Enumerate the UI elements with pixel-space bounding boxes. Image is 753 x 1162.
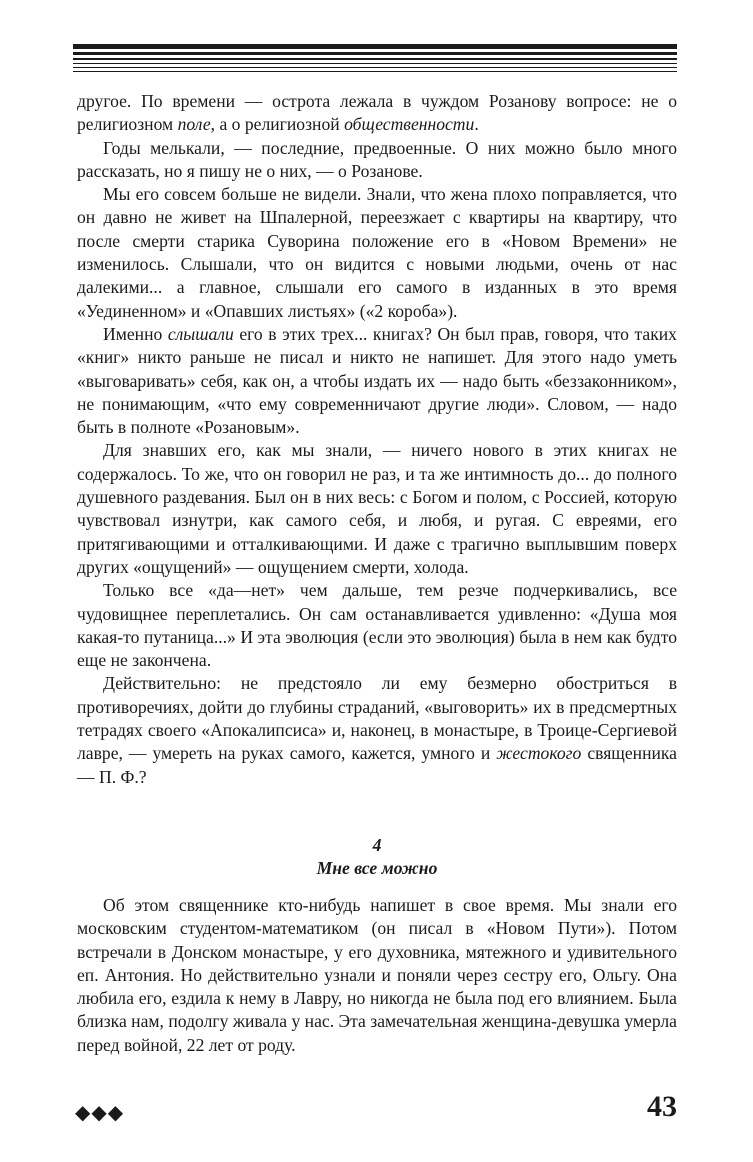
emphasis-text: жестокого	[496, 743, 582, 764]
text-run: Мы его совсем больше не видели. Знали, что жена плохо поправляется, что он давно не живет на Шпалерной, переезжает с квартиры на квартиру, что после смерти старика Суворина положение его в «Новом Времени» не изменилось. Слышали, что он видится с новыми людьми, очень от нас далекими... а главное, слышали его самого в изданных в это время «Уединенном» и «Опавших листьях» («2 короба»).	[77, 184, 677, 321]
paragraph	[77, 672, 677, 788]
text-run: .	[474, 114, 479, 135]
paragraph	[77, 90, 677, 137]
text-run: Действительно: не предстояло ли ему безмерно обостриться в противоречиях, дойти до глубины страданий, «выговорить» их в предсмертных тетрадях своего «Апокалипсиса» и, наконец, в монастыре, в Троице-Сергиевой лавре, — умереть на руках самого, кажется, умного и	[77, 673, 677, 764]
text-run: другое. По времени — острота лежала в чуждом Розанову вопросе: не о религиозном	[77, 91, 677, 135]
emphasis-text: общественности	[344, 114, 475, 135]
paragraph	[77, 579, 677, 672]
text-run: священника — П. Ф.?	[77, 743, 677, 787]
section-number: 4	[372, 835, 382, 855]
header-rule	[73, 44, 677, 74]
section-title: Мне все можно	[316, 858, 438, 878]
paragraph	[77, 137, 677, 184]
text-run: Об этом священнике кто-нибудь напишет в свое время. Мы знали его московским студентом-математиком (он писал в «Новом Пути»). Потом встречали в Донском монастыре, у его духовника, мятежного и удивительного еп. Антония. Но действительно узнали и поняли через сестру его, Ольгу. Она любила его, ездила к нему в Лавру, но никогда не была под его влиянием. Была близка нам, подолгу живала у нас. Эта замечательная женщина-девушка умерла перед войной, 22 лет от роду.	[77, 895, 677, 1055]
text-run: его в этих трех... книгах? Он был прав, говоря, что таких «книг» никто раньше не писал и никто не напишет. Для этого надо уметь «выговаривать» себя, как он, а чтобы издать их — надо быть «беззаконником», не понимающим, «что ему современничают другие люди». Словом, — надо быть в полноте «Розановым».	[77, 323, 677, 438]
section-text	[77, 894, 677, 1057]
main-text	[77, 90, 677, 789]
section-heading	[77, 834, 677, 880]
paragraph	[77, 894, 677, 1057]
text-run: Только все «да—нет» чем дальше, тем резче подчеркивались, все чудовищнее переплетались. Он сам останавливается удивленно: «Душа моя какая-то путаница...» И эта эволюция (если это эволюция) была в нем как будто еще не закончена.	[77, 580, 677, 671]
emphasis-text: слышали	[167, 323, 234, 344]
page-number: 43	[647, 1090, 677, 1123]
text-run: Для знавших его, как мы знали, — ничего нового в этих книгах не содержалось. То же, что он говорил не раз, и та же интимность до... до полного душевного раздевания. Был он в них весь: с Богом и полом, с Россией, которую чувствовал изнутри, как самого себя, и любя, и ругая. С евреями, его притягивающими и отталкивающими. И даже с трагично выплывшим поверх других «ощущений» — ощущением смерти, холода.	[77, 440, 677, 577]
paragraph	[77, 323, 677, 439]
text-run: Именно	[103, 323, 168, 344]
paragraph	[77, 183, 677, 323]
ornament-icon: ◆◆◆	[75, 1100, 125, 1124]
emphasis-text: поле	[177, 114, 211, 135]
text-run: , а о религиозной	[210, 114, 345, 135]
text-run: Годы мелькали, — последние, предвоенные. О них можно было много рассказать, но я пишу не о них, — о Розанове.	[77, 137, 677, 181]
paragraph	[77, 439, 677, 579]
